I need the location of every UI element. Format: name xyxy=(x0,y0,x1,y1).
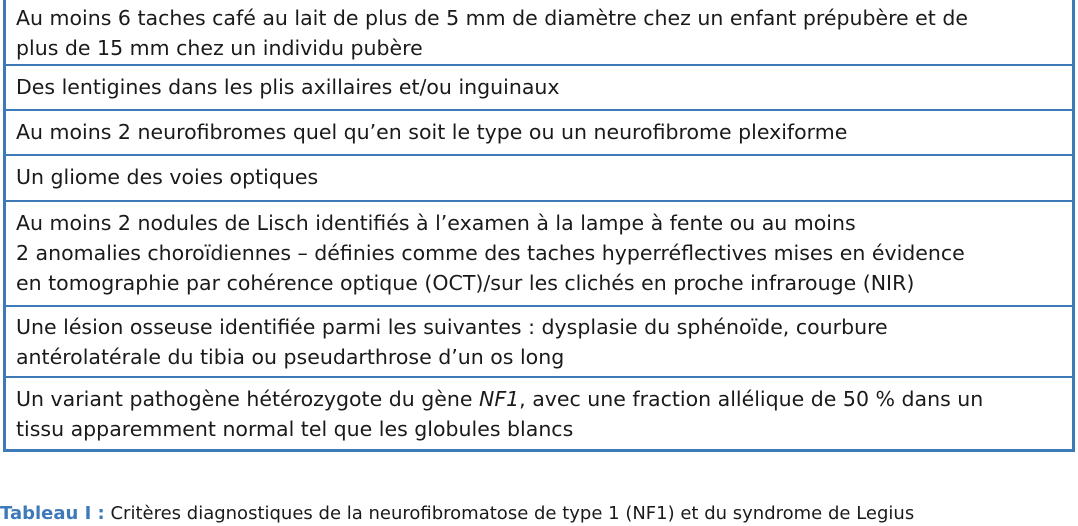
criteria-text-line: Une lésion osseuse identifiée parmi les suivantes : dysplasie du sphénoïde, courbure xyxy=(16,315,888,339)
criteria-text-line: 2 anomalies choroïdiennes – définies comme des taches hyperréflectives mises en évidence xyxy=(16,241,965,265)
criteria-row-lentigines xyxy=(6,64,1072,109)
criteria-text-line xyxy=(16,384,1062,414)
criteria-text-line: Au moins 2 nodules de Lisch identifiés à l’examen à la lampe à fente ou au moins xyxy=(16,211,856,235)
criteria-table xyxy=(3,0,1075,452)
caption-text: Critères diagnostiques de la neurofibromatose de type 1 (NF1) et du syndrome de Legius xyxy=(104,503,915,524)
criteria-text-line: Au moins 6 taches café au lait de plus de 5 mm de diamètre chez un enfant prépubère et de xyxy=(16,6,968,30)
criteria-row-neurofibromes xyxy=(6,109,1072,154)
criteria-row-variant-nf1 xyxy=(6,376,1072,449)
criteria-row-lisch xyxy=(6,200,1072,305)
criteria-text-line: Au moins 2 neurofibromes quel qu’en soit le type ou un neurofibrome plexiforme xyxy=(16,120,848,144)
criteria-text-line: Un gliome des voies optiques xyxy=(16,165,319,189)
criteria-text-segment: , avec une fraction allélique de 50 % dans un xyxy=(519,387,984,411)
caption-label: Tableau I : xyxy=(0,503,105,524)
gene-name: NF1 xyxy=(479,387,520,411)
criteria-text-segment: Un variant pathogène hétérozygote du gène xyxy=(16,387,479,411)
criteria-row-lesion-osseuse xyxy=(6,305,1072,376)
criteria-text-line: antérolatérale du tibia ou pseudarthrose d’un os long xyxy=(16,345,565,369)
table-caption xyxy=(0,502,914,526)
criteria-row-cafe-au-lait xyxy=(6,0,1072,64)
criteria-text-line: plus de 15 mm chez un individu pubère xyxy=(16,36,423,60)
criteria-row-gliome xyxy=(6,154,1072,200)
criteria-text-line: en tomographie par cohérence optique (OCT)/sur les clichés en proche infrarouge (NIR) xyxy=(16,271,915,295)
criteria-text-line: Des lentigines dans les plis axillaires et/ou inguinaux xyxy=(16,75,560,99)
criteria-text-line: tissu apparemment normal tel que les globules blancs xyxy=(16,417,574,441)
